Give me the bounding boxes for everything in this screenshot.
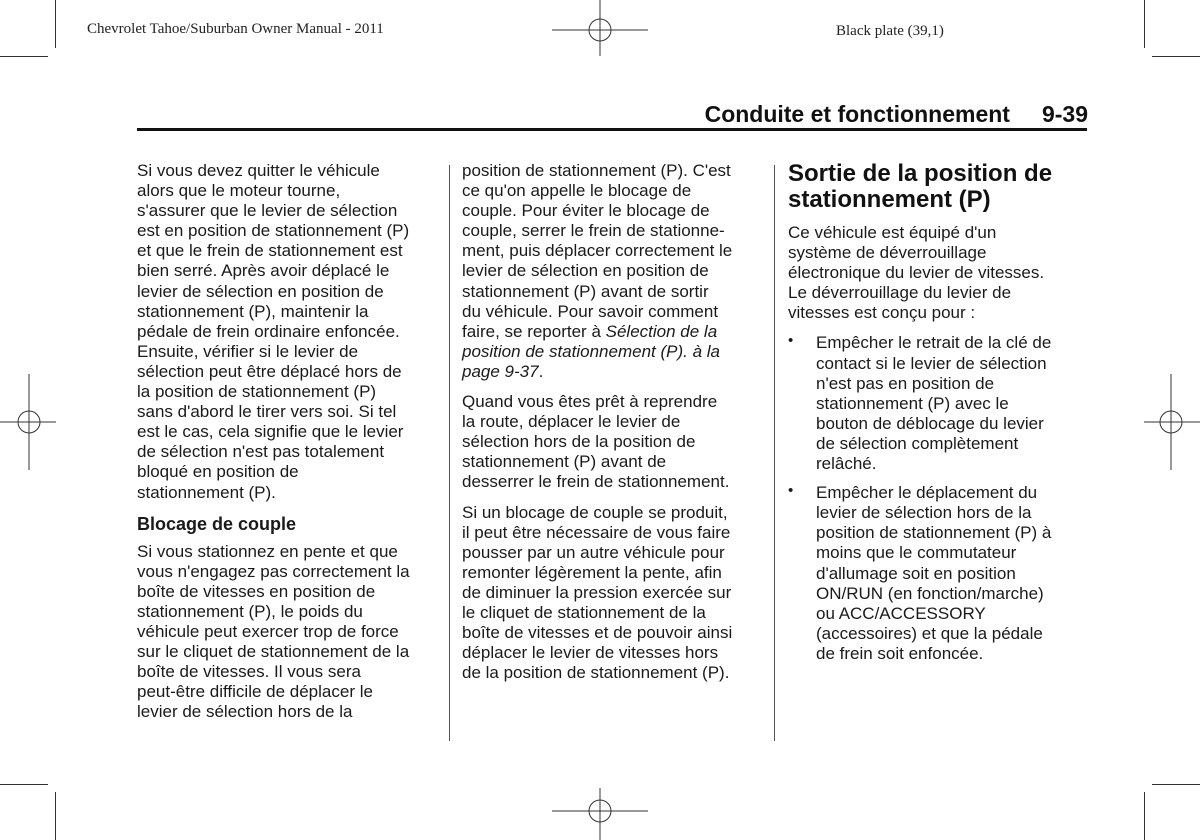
heading-line: Sortie de la position de: [788, 160, 1053, 187]
text-line: couple. Pour éviter le blocage de: [462, 201, 710, 221]
plate-label-right: Black plate (39,1): [836, 23, 944, 39]
text-line: stationnement (P), le poids du: [137, 601, 363, 621]
text-line: de sélection complètement: [816, 433, 1019, 453]
text-line: sélection hors de la position de: [462, 432, 696, 452]
text-line: la route, déplacer le levier de: [462, 412, 681, 432]
text-line: n'est pas en position de: [816, 373, 995, 393]
text-line: ou ACC/ACCESSORY: [816, 603, 986, 623]
text-line: ce qu'on appelle le blocage de: [462, 181, 692, 201]
text-line: véhicule peut exercer trop de force: [137, 621, 399, 641]
text-line: peut-être difficile de déplacer le: [137, 682, 373, 702]
heading-line: stationnement (P): [788, 186, 991, 213]
text-line: levier de sélection en position de: [137, 281, 384, 301]
text-line: du véhicule. Pour savoir comment: [462, 301, 719, 321]
bullet-item: [788, 333, 1088, 474]
text-line: levier de sélection hors de la: [816, 503, 1032, 523]
text-line: déplacer le levier de vitesses hors: [462, 643, 719, 663]
text-line: Empêcher le déplacement du: [816, 483, 1038, 503]
crop-mark: [1144, 792, 1145, 840]
paragraph: [788, 223, 1088, 323]
text-line: moins que le commutateur: [816, 543, 1017, 563]
paragraph: [462, 161, 762, 382]
cross-reference-link[interactable]: Sélection de la: [605, 321, 718, 341]
text-line: relâché.: [816, 454, 877, 474]
crop-mark: [1152, 784, 1200, 785]
registration-mark-icon: [0, 374, 56, 470]
text-line: Si vous stationnez en pente et que: [137, 541, 398, 561]
bullet-icon: •: [788, 332, 794, 350]
text-line: stationnement (P) avant de: [462, 452, 667, 472]
column-divider: [449, 165, 450, 741]
section-title: Conduite et fonctionnement: [704, 101, 1010, 127]
paragraph: [462, 503, 762, 684]
text-line: de la position de stationnement (P).: [462, 663, 730, 683]
paragraph: [137, 161, 437, 503]
text-line: stationnement (P).: [137, 482, 276, 502]
registration-mark-icon: [552, 0, 648, 56]
crop-mark: [0, 784, 48, 785]
text-line: Si vous devez quitter le véhicule: [137, 161, 380, 180]
crop-mark: [1144, 0, 1145, 48]
text-line: électronique du levier de vitesses.: [788, 263, 1045, 283]
text-line: alors que le moteur tourne,: [137, 181, 341, 201]
text-line: position de stationnement (P). C'est: [462, 161, 731, 180]
crop-mark: [55, 792, 56, 840]
cross-reference-link[interactable]: page 9-37: [462, 361, 539, 381]
text-line: système de déverrouillage: [788, 243, 987, 263]
text-line: le cliquet de stationnement de la: [462, 602, 706, 622]
cross-reference-link[interactable]: position de stationnement (P). à la: [462, 341, 720, 361]
plate-label-left: Chevrolet Tahoe/Suburban Owner Manual - 2011: [87, 21, 384, 37]
text-line: Si un blocage de couple se produit,: [462, 502, 728, 522]
text-line: bouton de déblocage du levier: [816, 413, 1044, 433]
text-line: [462, 362, 762, 382]
text-line: ON/RUN (en fonction/marche): [816, 583, 1044, 603]
text-line: boîte de vitesses. Il vous sera: [137, 662, 361, 682]
text-line: stationnement (P) avec le: [816, 393, 1009, 413]
text-line: s'assurer que le levier de sélection: [137, 201, 398, 221]
text-line: vitesses est conçu pour :: [788, 303, 976, 323]
column-middle: [462, 161, 762, 693]
text-line: est en position de stationnement (P): [137, 221, 410, 241]
bullet-item: [788, 483, 1088, 664]
text-line: sur le cliquet de stationnement de la: [137, 642, 410, 662]
text-line: il peut être nécessaire de vous faire: [462, 522, 731, 542]
text-line: Ce véhicule est équipé d'un: [788, 223, 997, 242]
column-right: [788, 161, 1088, 673]
registration-mark-icon: [1144, 374, 1200, 470]
text-line: de sélection n'est pas totalement: [137, 442, 385, 462]
page-number: 9-39: [1041, 101, 1088, 127]
text-line: pousser par un autre véhicule pour: [462, 542, 725, 562]
text-line: desserrer le frein de stationnement.: [462, 472, 730, 492]
text-line: pédale de frein ordinaire enfoncée.: [137, 321, 400, 341]
crop-mark: [1152, 56, 1200, 57]
text-line: bloqué en position de: [137, 462, 299, 482]
text-line: couple, serrer le frein de stationne-: [462, 221, 725, 241]
text-line: stationnement (P), maintenir la: [137, 301, 369, 321]
text-line: boîte de vitesses en position de: [137, 581, 376, 601]
header-rule: [137, 128, 1087, 131]
text-line: position de stationnement (P) à: [816, 523, 1052, 543]
text-line: ment, puis déplacer correctement le: [462, 241, 733, 261]
text-line: boîte de vitesses et de pouvoir ainsi: [462, 623, 733, 643]
bullet-icon: •: [788, 482, 794, 500]
text-line: bien serré. Après avoir déplacé le: [137, 261, 390, 281]
text-line: remonter légèrement la pente, afin: [462, 562, 722, 582]
reference-suffix: .: [538, 361, 544, 381]
column-left: [137, 161, 437, 732]
running-header: [620, 101, 1088, 128]
text-line: stationnement (P) avant de sortir: [462, 281, 709, 301]
paragraph: [462, 392, 762, 492]
text-line: Empêcher le retrait de la clé de: [816, 333, 1052, 353]
text-line: d'allumage soit en position: [816, 563, 1016, 583]
text-line: Le déverrouillage du levier de: [788, 283, 1012, 303]
crop-mark: [55, 0, 56, 48]
text-line: [462, 322, 762, 342]
crop-mark: [0, 56, 48, 57]
paragraph: [137, 542, 437, 723]
text-line: de frein soit enfoncée.: [816, 643, 984, 663]
text-line: levier de sélection hors de la: [137, 702, 353, 722]
text-line: Ensuite, vérifier si le levier de: [137, 341, 359, 361]
text-line: et que le frein de stationnement est: [137, 241, 403, 261]
text-line: sans d'abord le tirer vers soi. Si tel: [137, 402, 397, 422]
section-heading: [788, 161, 1088, 213]
reference-prefix: faire, se reporter à: [462, 321, 606, 341]
text-line: de diminuer la pression exercée sur: [462, 582, 732, 602]
text-line: sélection peut être déplacé hors de: [137, 361, 402, 381]
subheading: Blocage de couple: [137, 513, 297, 534]
text-line: (accessoires) et que la pédale: [816, 623, 1043, 643]
text-line: Quand vous êtes prêt à reprendre: [462, 392, 718, 412]
text-line: est le cas, cela signifie que le levier: [137, 422, 404, 442]
text-line: contact si le levier de sélection: [816, 353, 1047, 373]
column-divider: [774, 165, 775, 741]
text-line: vous n'engagez pas correctement la: [137, 561, 410, 581]
registration-mark-icon: [552, 788, 648, 840]
text-line: la position de stationnement (P): [137, 382, 377, 402]
text-line: levier de sélection en position de: [462, 261, 709, 281]
